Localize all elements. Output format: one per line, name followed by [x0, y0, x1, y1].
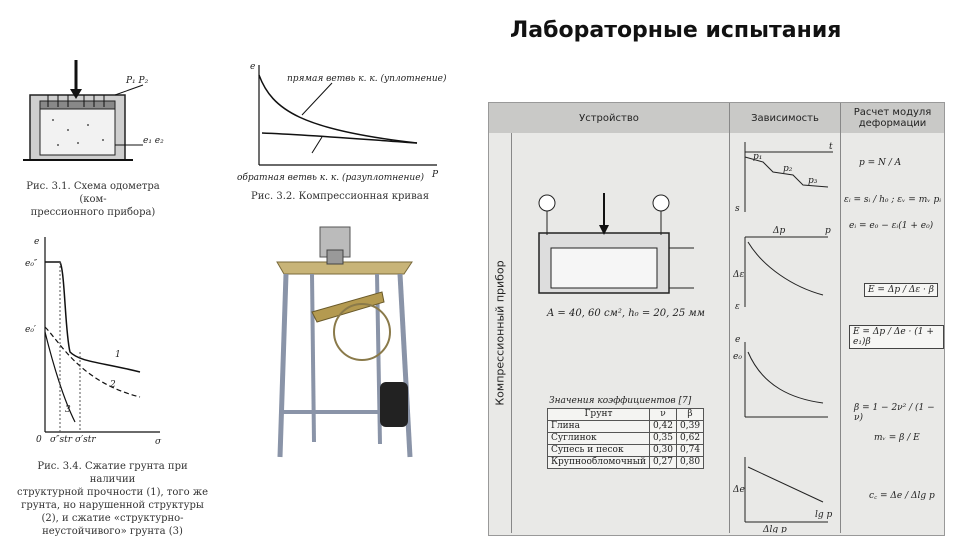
plot-label-lgp: lg p: [815, 510, 833, 520]
structural-axis-y: e: [34, 237, 40, 247]
curve-3-label: 3: [65, 405, 71, 415]
structural-compression-chart: [20, 232, 170, 447]
plot-label-deps: Δε: [733, 270, 745, 280]
table-row: Крупнообломочный 0,27 0,80: [548, 457, 704, 469]
sigma-str-single: σ′str: [75, 435, 96, 445]
plot-label-e: e: [735, 335, 741, 345]
formula-mv: mᵥ = β / E: [874, 433, 920, 443]
header-modulus: Расчет модуля деформации: [841, 103, 944, 133]
dependency-plots: [733, 137, 838, 533]
plot-label-dp: Δp: [773, 226, 786, 236]
formula-E2: E = Δp / Δe · (1 + e₁)β: [849, 325, 944, 349]
table-row: Супесь и песок 0,30 0,74: [548, 445, 704, 457]
formula-e: eᵢ = e₀ − εᵢ(1 + e₀): [849, 221, 934, 231]
device-dimensions: A = 40, 60 см², h₀ = 20, 25 мм: [547, 308, 705, 319]
side-label: Компрессионный прибор: [489, 133, 512, 533]
plot-label-p1: p₁: [753, 152, 763, 162]
table-row: Глина 0,42 0,39: [548, 421, 704, 433]
e0-prime: e₀′: [25, 325, 36, 335]
structural-compression-caption: Рис. 3.4. Сжатие грунта при наличии структурной прочности (1), того же грунта, но нарушенной структуры (2), и сжатие «структурно- неустойчивого» грунта (3): [16, 461, 208, 537]
plot-label-p: p: [825, 226, 831, 236]
coef-table-title: Значения коэффициентов [7]: [549, 396, 692, 406]
plot-label-eps: ε: [735, 302, 740, 312]
compression-curve-chart: [232, 55, 447, 185]
oedometer-e-label: e₁ e₂: [143, 136, 164, 146]
formula-cc: c꜀ = Δe / Δlg p: [869, 491, 935, 501]
coef-table: Грунт ν β Глина 0,42 0,39 Суглинок 0,35 0,62 Супесь и песок 0,30 0,74 Крупнообломочный 0,27 0,80: [547, 408, 704, 469]
formula-beta: β = 1 − 2ν² / (1 − ν): [854, 403, 935, 423]
compression-curve-caption: Рис. 3.2. Компрессионная кривая: [250, 191, 430, 202]
plot-label-t: t: [829, 142, 833, 152]
table-row: Суглинок 0,35 0,62: [548, 433, 704, 445]
plot-label-dlgp: Δlg p: [763, 525, 787, 533]
upper-branch-label: прямая ветвь к. к. (уплотнение): [287, 74, 447, 84]
oedometer-caption: Рис. 3.1. Схема одометра (ком- прессионного прибора): [26, 181, 160, 218]
plot-label-p3: p₃: [808, 176, 818, 186]
oedometer-p-label: P₁ P₂: [126, 76, 149, 86]
curve-1-label: 1: [115, 350, 121, 360]
method-table: [488, 102, 945, 536]
oedometer-apparatus-photo: [272, 222, 422, 467]
oedometer-diagram: [18, 55, 188, 173]
origin-label: 0: [36, 435, 42, 445]
formula-eps: εᵢ = sᵢ / h₀ ; εᵥ = mᵥ pᵢ: [844, 195, 942, 205]
plot-label-p2: p₂: [783, 164, 793, 174]
compression-axis-x: P: [432, 170, 439, 180]
formula-p: p = N / A: [859, 158, 902, 168]
plot-label-s: s: [735, 204, 740, 214]
header-dependency: Зависимость: [730, 103, 841, 133]
formula-E1: E = Δp / Δε · β: [864, 283, 938, 297]
structural-axis-x: σ: [155, 437, 162, 447]
header-device: Устройство: [489, 103, 730, 133]
page-title: Лабораторные испытания: [510, 18, 842, 43]
e0-double-prime: e₀″: [25, 259, 38, 269]
plot-label-e0: e₀: [733, 352, 742, 362]
device-drawing: [529, 193, 719, 303]
curve-2-label: 2: [110, 380, 116, 390]
lower-branch-label: обратная ветвь к. к. (разуплотнение): [237, 173, 425, 183]
plot-label-de: Δe: [733, 485, 745, 495]
compression-axis-y: e: [250, 62, 256, 72]
sigma-str-double: σ″str: [50, 435, 73, 445]
